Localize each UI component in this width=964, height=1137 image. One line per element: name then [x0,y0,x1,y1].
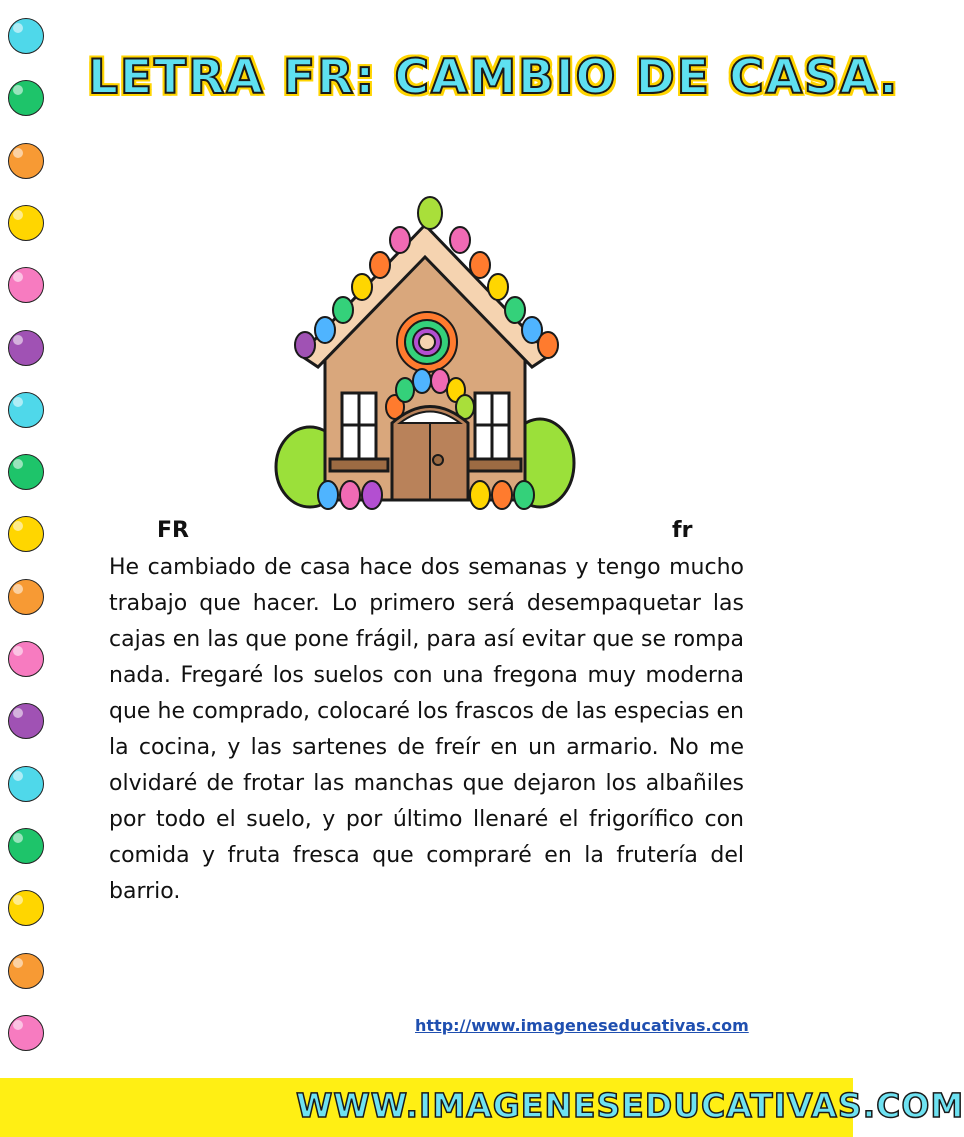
letter-lowercase: fr [672,518,693,543]
letter-uppercase: FR [157,518,189,543]
gingerbread-house-illustration [270,195,580,515]
binder-dot [8,703,44,739]
binder-dot [8,516,44,552]
binder-dot [8,579,44,615]
binder-dot [8,1015,44,1051]
binder-dot [8,766,44,802]
page-title: LETRA FR: CAMBIO DE CASA. [88,50,900,105]
binder-dot [8,267,44,303]
footer-website-text: WWW.IMAGENESEDUCATIVAS.COM [296,1086,964,1125]
binder-dot [8,330,44,366]
binder-dot [8,953,44,989]
binder-dot [8,641,44,677]
binder-dot [8,392,44,428]
binder-dot [8,80,44,116]
binder-dot [8,205,44,241]
story-paragraph: He cambiado de casa hace dos semanas y tengo mucho trabajo que hacer. Lo primero será desempaquetar las cajas en las que pone frágil, para así evitar que se rompa nada. Fregaré los suelos con una fregona muy moderna que he comprado, colocaré los frascos de las especias en la cocina, y las sartenes de freír en un armario. No me olvidaré de frotar las manchas que dejaron los albañiles por todo el suelo, y por último llenaré el frigorífico con comida y fruta fresca que compraré en la frutería del barrio. [109,555,744,904]
binder-dot [8,890,44,926]
binder-dot [8,143,44,179]
binder-dot [8,454,44,490]
binder-dot [8,18,44,54]
binder-dot [8,828,44,864]
website-link[interactable]: http://www.imageneseducativas.com [415,1016,749,1035]
